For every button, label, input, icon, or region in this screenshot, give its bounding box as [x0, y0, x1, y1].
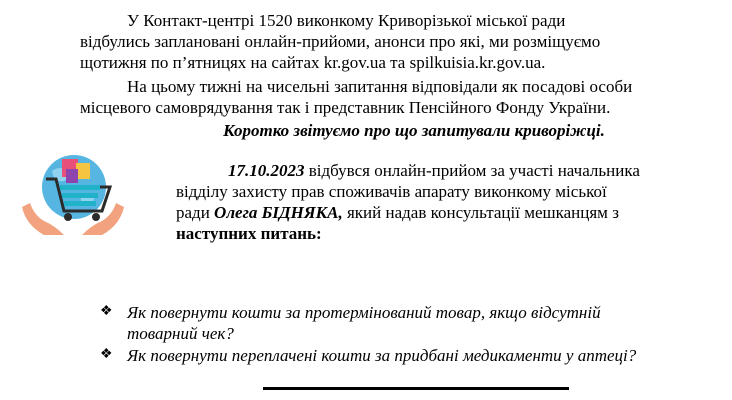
- reception-paragraph: [176, 160, 670, 244]
- intro-line-3: щотижня по п’ятницях на сайтах kr.gov.ua та spilkuisia.kr.gov.ua.: [80, 53, 546, 72]
- week-line-1: На цьому тижні на чисельні запитання відповідали як посадові особи: [127, 77, 633, 96]
- reception-line-3-start: ради: [176, 203, 215, 222]
- week-line-2: місцевого самоврядування так і представник Пенсійного Фонду України.: [80, 98, 611, 117]
- question-item: [127, 302, 687, 344]
- reception-date: 17.10.2023: [228, 161, 305, 180]
- reception-line-1-text: відбувся онлайн-прийом за участі начальника: [304, 161, 640, 180]
- shopping-cart-hands-illustration: [14, 149, 132, 240]
- horizontal-divider: [263, 387, 569, 390]
- diamond-bullet-icon: ❖: [100, 347, 113, 362]
- question-1-line-2: товарний чек?: [127, 324, 234, 343]
- report-heading: Коротко звітуємо про що запитували криворіжці.: [223, 121, 605, 140]
- reception-line-2: відділу захисту прав споживачів апарату виконкому міської: [176, 182, 607, 201]
- diamond-bullet-icon: ❖: [100, 304, 113, 319]
- reception-line-3: [176, 202, 670, 223]
- intro-line-1: У Контакт-центрі 1520 виконкому Криворізької міської ради: [127, 11, 566, 30]
- reception-line-3-text: який надав консультації мешканцям з: [342, 203, 619, 222]
- week-paragraph: [80, 76, 684, 118]
- question-2-line-1: Як повернути переплачені кошти за придбані медикаменти у аптеці?: [127, 346, 637, 365]
- reception-line-4: наступних питань:: [176, 224, 322, 243]
- question-1-line-1: Як повернути кошти за протермінований товар, якщо відсутній: [127, 303, 601, 322]
- intro-paragraph: [80, 10, 684, 73]
- question-item: [127, 345, 707, 366]
- reception-line-1: [176, 160, 670, 181]
- intro-line-2: відбулись заплановані онлайн-прийоми, анонси про які, ми розміщуємо: [80, 32, 601, 51]
- official-name: Олега БІДНЯКА,: [214, 203, 343, 222]
